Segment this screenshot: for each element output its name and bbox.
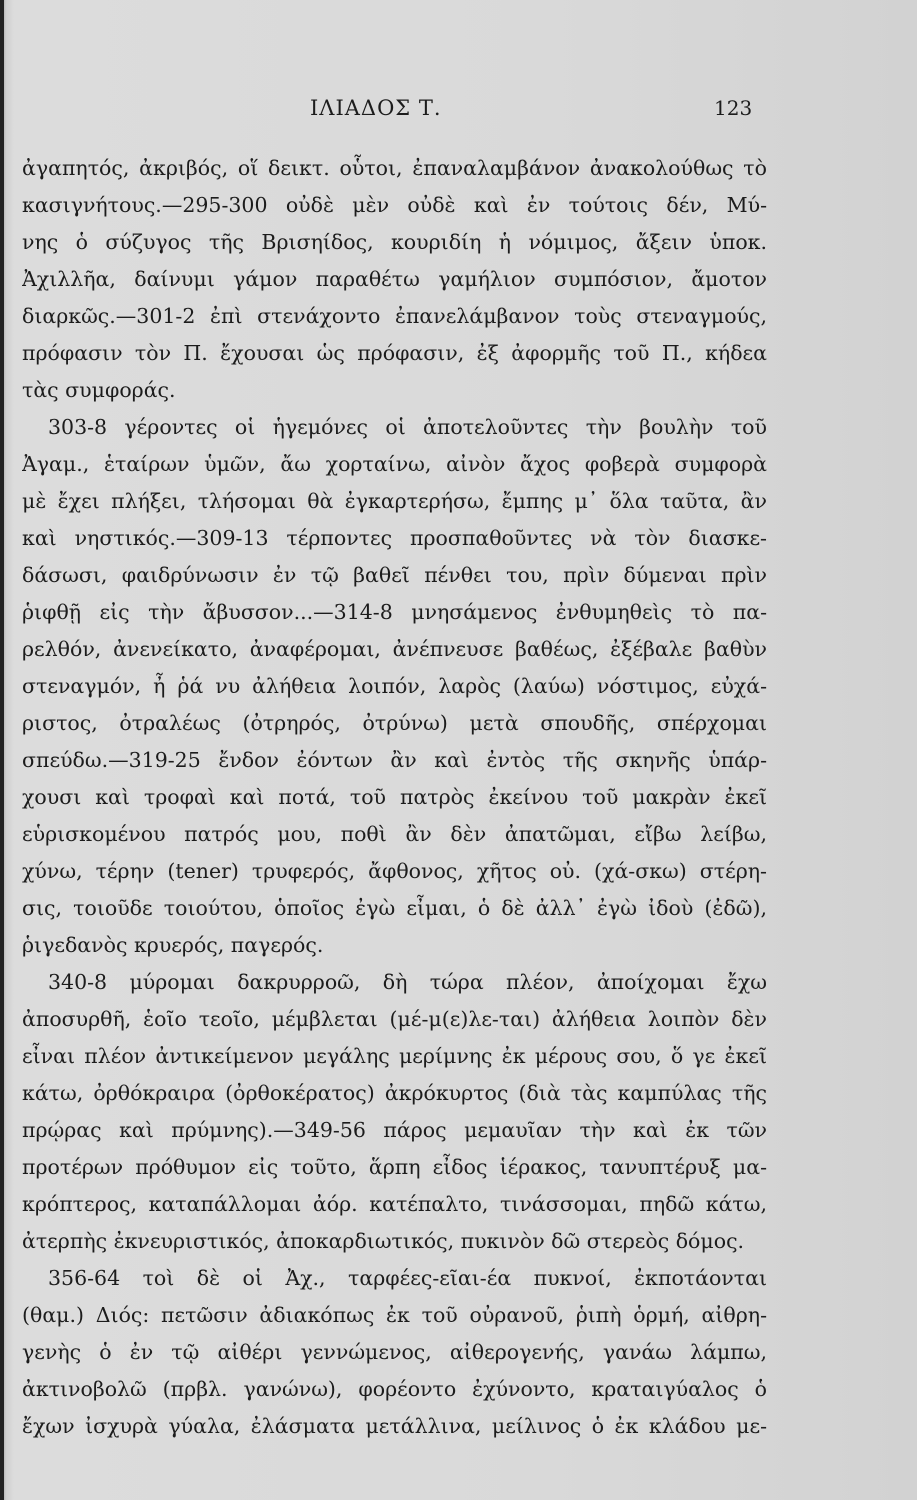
text-line: ρελθόν, ἀνενείκατο, ἀναφέρομαι, ἀνέπνευσε βαθέως, ἐξέβαλε βαθὺν — [22, 637, 767, 661]
text-line: ῥιγεδανὸς κρυερός, παγερός. — [22, 933, 324, 957]
text-line: νης ὁ σύζυγος τῆς Βρισηίδος, κουριδίη ἡ νόμιμος, ἄξειν ὑποκ. — [22, 230, 767, 254]
text-line: μὲ ἔχει πλήξει, τλήσομαι θὰ ἐγκαρτερήσω, ἔμπης μ᾽ ὅλα ταῦτα, ἂν — [22, 489, 767, 513]
text-line: κρόπτερος, καταπάλλομαι ἀόρ. κατέπαλτο, τινάσσομαι, πηδῶ κάτω, — [22, 1192, 767, 1216]
page-number: 123 — [714, 96, 753, 120]
text-line: καὶ νηστικός.—309-13 τέρποντες προσπαθοῦντες νὰ τὸν διασκε- — [22, 526, 767, 550]
page-header — [0, 96, 917, 136]
text-line: γενὴς ὁ ἐν τῷ αἰθέρι γεννώμενος, αἰθερογενής, γανάω λάμπω, — [22, 1340, 767, 1364]
text-line: χουσι καὶ τροφαὶ καὶ ποτά, τοῦ πατρὸς ἐκείνου τοῦ μακρὰν ἐκεῖ — [22, 785, 767, 809]
text-line: δάσωσι, φαιδρύνωσιν ἐν τῷ βαθεῖ πένθει του, πρὶν δύμεναι πρὶν — [22, 563, 767, 587]
text-line: 303-8 γέροντες οἱ ἡγεμόνες οἱ ἀποτελοῦντες τὴν βουλὴν τοῦ — [48, 415, 767, 439]
text-line: ἀτερπὴς ἐκνευριστικός, ἀποκαρδιωτικός, πυκινὸν δῶ στερεὸς δόμος. — [22, 1229, 745, 1253]
text-line: προτέρων πρόθυμον εἰς τοῦτο, ἅρπη εἶδος ἱέρακος, τανυπτέρυξ μα- — [22, 1155, 767, 1179]
page-spine-shadow — [0, 0, 4, 1500]
text-line: εἶναι πλέον ἀντικείμενον μεγάλης μερίμνης ἐκ μέρους σου, ὅ γε ἐκεῖ — [22, 1044, 767, 1068]
text-line: ριστος, ὀτραλέως (ὀτρηρός, ὀτρύνω) μετὰ σπουδῆς, σπέρχομαι — [22, 711, 767, 735]
text-line: σπεύδω.—319-25 ἔνδον ἐόντων ἂν καὶ ἐντὸς τῆς σκηνῆς ὑπάρ- — [22, 748, 767, 772]
text-line: εὑρισκομένου πατρός μου, ποθὶ ἂν δὲν ἀπατῶμαι, εἴβω λείβω, — [22, 822, 767, 846]
text-line: Ἀχιλλῆα, δαίνυμι γάμον παραθέτω γαμήλιον συμπόσιον, ἄμοτον — [22, 267, 767, 291]
text-line: σις, τοιοῦδε τοιούτου, ὁποῖος ἐγὼ εἶμαι, ὁ δὲ ἀλλ᾽ ἐγὼ ἰδοὺ (ἐδῶ), — [22, 896, 767, 920]
text-line: κασιγνήτους.—295-300 οὐδὲ μὲν οὐδὲ καὶ ἐν τούτοις δέν, Μύ- — [22, 193, 767, 217]
text-line: ἀγαπητός, ἀκριβός, οἵ δεικτ. οὗτοι, ἐπαναλαμβάνον ἀνακολούθως τὸ — [22, 156, 767, 180]
text-line: κάτω, ὀρθόκραιρα (ὀρθοκέρατος) ἀκρόκυρτος (διὰ τὰς καμπύλας τῆς — [22, 1081, 767, 1105]
commentary-text — [22, 150, 767, 1445]
text-line: ἀποσυρθῆ, ἑοῖο τεοῖο, μέμβλεται (μέ-μ(ε)λε-ται) ἀλήθεια λοιπὸν δὲν — [22, 1007, 767, 1031]
text-line: στεναγμόν, ἦ ῥά νυ ἀλήθεια λοιπόν, λαρὸς (λαύω) νόστιμος, εὐχά- — [22, 674, 767, 698]
text-line: ἀκτινοβολῶ (πρβλ. γανώνω), φορέοντο ἐχύνοντο, κραταιγύαλος ὁ — [22, 1377, 767, 1401]
text-line: 340-8 μύρομαι δακρυρροῶ, δὴ τώρα πλέον, ἀποίχομαι ἔχω — [48, 970, 767, 994]
text-line: 356-64 τοὶ δὲ οἱ Ἀχ., ταρφέες-εῖαι-έα πυκνοί, ἐκποτάονται — [48, 1266, 767, 1290]
text-line: διαρκῶς.—301-2 ἐπὶ στενάχοντο ἐπανελάμβανον τοὺς στεναγμούς, — [22, 304, 767, 328]
text-line: πρόφασιν τὸν Π. ἔχουσαι ὡς πρόφασιν, ἐξ ἀφορμῆς τοῦ Π., κήδεα — [22, 341, 767, 365]
text-line: χύνω, τέρην (tener) τρυφερός, ἄφθονος, χῆτος οὐ. (χά-σκω) στέρη- — [22, 859, 767, 883]
text-line: (θαμ.) Διός: πετῶσιν ἀδιακόπως ἐκ τοῦ οὐρανοῦ, ῥιπὴ ὁρμή, αἰθρη- — [22, 1303, 767, 1327]
text-line: ἔχων ἰσχυρὰ γύαλα, ἐλάσματα μετάλλινα, μείλινος ὁ ἐκ κλάδου με- — [22, 1414, 767, 1438]
running-title: ΙΛΙΑΔΟΣ Τ. — [310, 96, 442, 120]
text-line: πρῴρας καὶ πρύμνης).—349-56 πάρος μεμαυῖαν τὴν καὶ ἐκ τῶν — [22, 1118, 767, 1142]
text-line: τὰς συμφοράς. — [22, 378, 176, 402]
text-line: ῥιφθῇ εἰς τὴν ἄβυσσον...—314-8 μνησάμενος ἐνθυμηθεὶς τὸ πα- — [22, 600, 767, 624]
text-line: Ἀγαμ., ἑταίρων ὑμῶν, ἄω χορταίνω, αἰνὸν ἄχος φοβερὰ συμφορὰ — [22, 452, 767, 476]
